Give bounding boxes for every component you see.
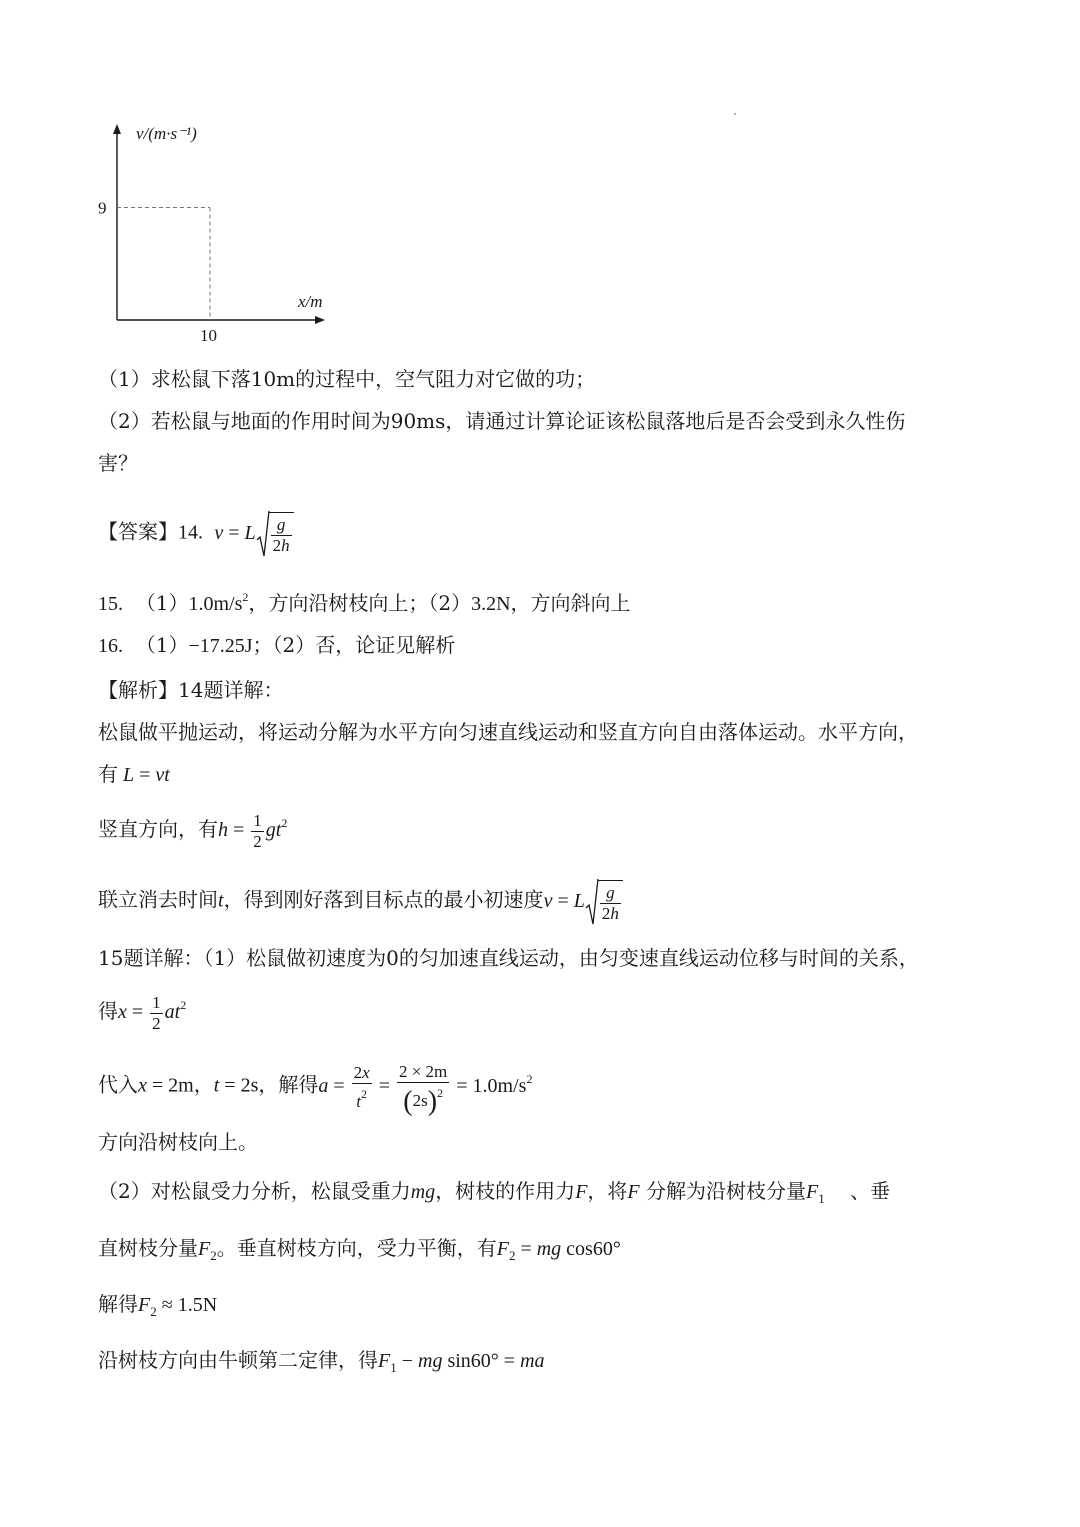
question-part-1: （1）求松鼠下落10m的过程中，空气阻力对它做的功；	[98, 367, 596, 391]
formula-t-2s: t = 2s	[213, 1074, 259, 1097]
solution-14-vertical: 竖直方向，有	[98, 817, 218, 841]
solution-15-newton: 沿树枝方向由牛顿第二定律，得	[98, 1348, 378, 1372]
velocity-position-chart	[95, 115, 345, 350]
solution-15-comma: ，	[193, 1072, 214, 1097]
solution-14-line-4	[98, 878, 623, 926]
formula-F2-mgcos60: $F_2$ = mg cos60°	[496, 1238, 621, 1263]
solution-14-line-1: 松鼠做平抛运动，将运动分解为水平方向匀速直线运动和竖直方向自由落体运动。水平方向，	[98, 720, 918, 744]
answer-16-part-1-label: （1）	[135, 633, 189, 657]
answer-number-16: 16.	[98, 635, 123, 657]
y-tick-label: 9	[98, 198, 107, 218]
solution-15-perp-component: 直树枝分量	[98, 1236, 198, 1260]
answer-label: 【答案】	[98, 519, 178, 544]
answer-number-15: 15.	[98, 593, 123, 615]
symbol-mg: mg	[410, 1181, 436, 1203]
answer-line-15: 15. $(1)1.0m/s^2$，方向沿树枝向上；（2）3.2N，方向斜向上	[98, 590, 631, 615]
formula-h-half-gt2: h = $\frac{1}{2}$ $gt^2$	[218, 810, 288, 851]
answer-16-work: −17.25J	[188, 635, 253, 657]
solution-15-line-5	[98, 1233, 621, 1271]
speck	[734, 113, 736, 115]
symbol-t: t	[218, 889, 224, 912]
answer-15-direction-1: ，方向沿树枝向上；（2）	[248, 591, 472, 615]
answer-15-direction-2: ，方向斜向上	[510, 591, 631, 615]
solution-14-line-3	[98, 808, 287, 852]
solution-15-along-branch: 分解为沿树枝分量	[645, 1179, 806, 1203]
solution-14-result: ，得到刚好落到目标点的最小初速度	[223, 887, 544, 912]
symbol-F2: $F_2$	[198, 1238, 217, 1263]
solution-15-substitute: 代入	[98, 1072, 138, 1097]
formula-F2-approx: $F_2 \approx 1.5N$	[138, 1294, 218, 1319]
solution-15-solve: ，解得	[258, 1072, 319, 1097]
formula-x-2m: x = 2m	[138, 1074, 194, 1097]
solution-15-solve-2: 解得	[98, 1292, 138, 1316]
solution-14-header: 14题详解：	[178, 678, 284, 702]
formula-L-vt: L = vt	[123, 764, 170, 786]
solution-label: 【解析】	[98, 678, 178, 702]
formula-v-min: v = L $\frac{g}{2h}$	[209, 522, 293, 544]
formula-v-min-result: v = L $\frac{g}{2h}$	[544, 890, 623, 912]
solution-15-line-1	[98, 990, 186, 1034]
answer-15-part-1-label: （1）	[135, 591, 189, 615]
x-axis-arrow	[315, 316, 325, 324]
formula-x-half-at2: x = $\frac{1}{2}$ $at^2$	[118, 992, 187, 1033]
y-axis-arrow	[113, 124, 121, 134]
solution-15-header: 15题详解：（1）松鼠做初速度为0的匀加速直线运动，由匀变速直线运动位移与时间的关系，	[98, 946, 919, 970]
solution-15-get: 得	[98, 999, 118, 1023]
x-axis-label: x/m	[298, 292, 323, 311]
answer-15-force: 3.2N	[471, 593, 511, 615]
solution-15-decompose: ，将	[587, 1179, 628, 1203]
answer-line-16	[98, 630, 455, 661]
formula-a-result: a = $\frac{2x}{t^2}$ = $\frac{2 \times 2m}{(2s)^2}$ = $1.0m/s^2$	[318, 1062, 533, 1118]
symbol-F-2: F	[627, 1181, 640, 1203]
solution-15-line-7	[98, 1345, 545, 1383]
x-tick-label: 10	[200, 326, 217, 345]
solution-15-force-analysis: （2）对松鼠受力分析，松鼠受重力	[98, 1179, 411, 1203]
symbol-F: F	[575, 1181, 588, 1203]
solution-15-line-6	[98, 1289, 217, 1327]
solution-14-have: 有	[98, 762, 118, 786]
solution-15-line-3: 方向沿树枝向上。	[98, 1130, 258, 1154]
question-part-2-line-1: （2）若松鼠与地面的作用时间为90ms，请通过计算论证该松鼠落地后是否会受到永久性伤	[98, 409, 906, 433]
solution-15-balance: 。垂直树枝方向，受力平衡，有	[216, 1236, 497, 1260]
solution-15-line-2	[98, 1062, 533, 1118]
solution-15-perp: 、垂	[850, 1179, 891, 1203]
answer-15-acceleration: 1.0m/s	[188, 593, 243, 615]
solution-14-line-2	[98, 759, 170, 790]
answer-16-part-2: ；（2）否，论证见解析	[252, 633, 456, 657]
question-part-2-line-2: 害？	[98, 451, 138, 475]
symbol-F1: $F_1$	[805, 1181, 825, 1206]
answer-number-14: 14.	[178, 521, 203, 544]
answer-line-14	[98, 510, 294, 558]
solution-15-line-4	[98, 1176, 890, 1214]
solution-header	[98, 675, 283, 705]
formula-newton-second-law: $F_1$ − mg sin60° = ma	[378, 1350, 545, 1375]
y-axis-label: v/(m·s⁻¹)	[136, 124, 197, 143]
solution-15-branch-force: ，树枝的作用力	[435, 1179, 576, 1203]
solution-14-eliminate: 联立消去时间	[98, 887, 218, 912]
